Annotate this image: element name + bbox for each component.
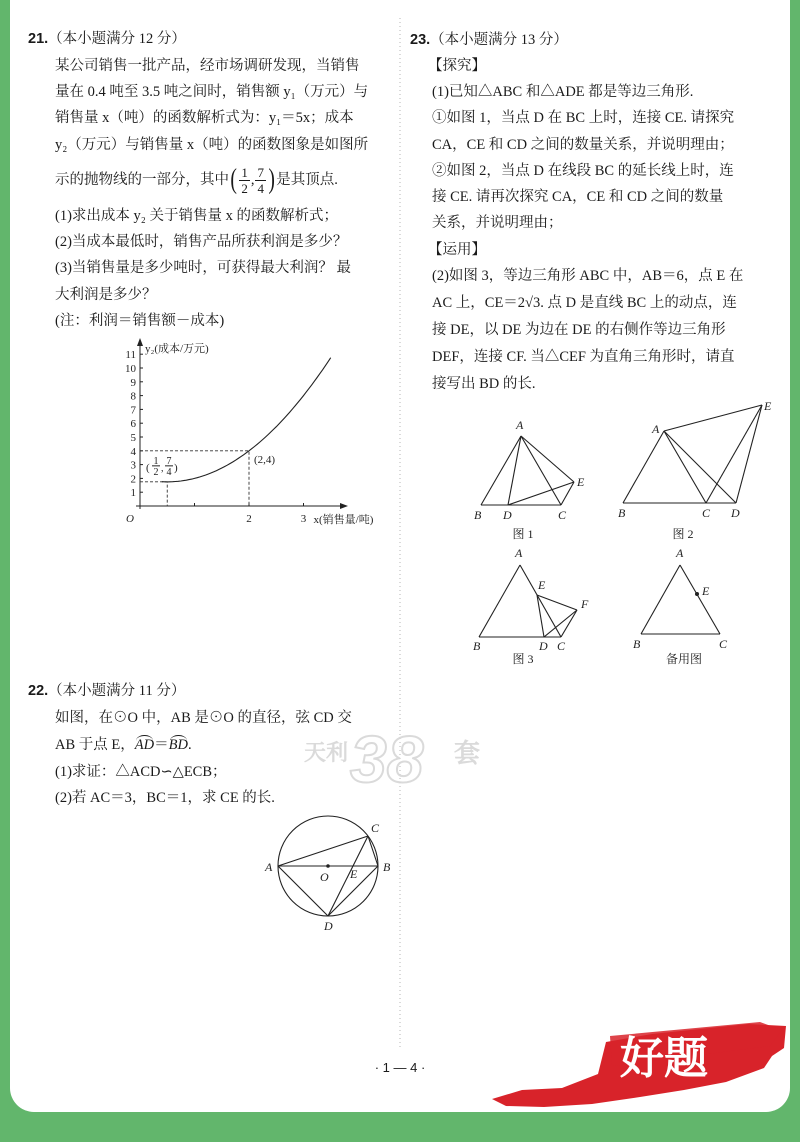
q23-figure-3 — [473, 546, 589, 666]
line2-after: . — [187, 737, 192, 753]
y-tick-label: 1 — [130, 487, 136, 500]
y-tick-label: 6 — [130, 418, 136, 431]
segment-ae — [521, 436, 574, 482]
x-axis-label: x(销售量/吨) — [313, 514, 374, 526]
q23-line: CA，CE 和 CD 之间的数量关系，并说明理由； — [432, 137, 734, 153]
q21-stem-line: 量在 0.4 吨至 3.5 吨之间时，销售额 y₁（万元）与 — [55, 84, 369, 100]
label-b: B — [473, 639, 481, 653]
label-a: A — [265, 860, 273, 874]
q21-vertex-line — [55, 162, 338, 198]
label-b: B — [633, 637, 641, 651]
watermark-prefix: 天利 — [304, 740, 349, 765]
segment-de — [736, 405, 762, 503]
q23-line: 接写出 BD 的长. — [432, 376, 536, 392]
label-b: B — [618, 506, 626, 520]
label-e: E — [350, 867, 358, 881]
q23-title: （本小题满分 13 分） — [430, 32, 568, 48]
label-d: D — [324, 919, 333, 933]
q21-question: (2)当成本最低时，销售产品所获利润是多少？ — [55, 234, 348, 250]
y-tick-label: 10 — [125, 363, 136, 375]
good-question-banner — [492, 1022, 786, 1107]
segment-df — [544, 610, 577, 637]
segment-ab — [623, 431, 664, 503]
cost-curve — [162, 358, 331, 482]
y-axis-arrow — [137, 338, 143, 346]
q22-circle-figure — [264, 816, 391, 933]
q23-line: AC 上，CE＝2√3. 点 D 是直线 BC 上的动点，连 — [432, 295, 737, 311]
point-e-dot — [695, 592, 699, 596]
numerator: 1 — [241, 164, 248, 180]
q23-section-explore: 【探究】 — [428, 58, 486, 74]
open-paren: ( — [230, 164, 237, 195]
q21-header — [28, 29, 186, 49]
vertex-label-close: ) — [174, 461, 178, 474]
q22-stem-line-arcs — [55, 735, 192, 755]
point-label: (2,4) — [254, 453, 276, 466]
label-c: C — [702, 506, 711, 520]
label-a: A — [515, 546, 523, 560]
q23-line: 接 DE，以 DE 为边在 DE 的右侧作等边三角形 — [432, 322, 726, 338]
watermark-number: 38 — [350, 722, 424, 796]
q22-question: (1)求证：△ACD∽△ECB； — [55, 764, 227, 780]
q23-line: 接 CE. 请再次探究 CA，CE 和 CD 之间的数量 — [432, 189, 724, 205]
chord-bc — [368, 836, 378, 866]
label-c: C — [557, 639, 566, 653]
y-axis-label: y₂(成本/万元) — [145, 343, 209, 355]
vertex-label-num1: 1 — [153, 455, 159, 467]
vertex-guide-lines — [140, 482, 167, 506]
y-tick-label: 5 — [130, 432, 136, 444]
vertex-label-open: ( — [146, 461, 150, 474]
vertex-label-den2: 4 — [166, 466, 172, 478]
chord-ac — [278, 836, 368, 866]
q23-section-apply: 【运用】 — [428, 242, 486, 258]
q22-question: (2)若 AC＝3，BC＝1，求 CE 的长. — [55, 790, 275, 806]
q21-question: (3)当销售量是多少吨时，可获得最大利润？ 最 — [55, 260, 352, 276]
numerator: 7 — [257, 164, 264, 180]
segment-ef — [537, 595, 577, 610]
segment-ce — [706, 405, 762, 503]
label-e: E — [702, 584, 710, 598]
q23-line: DEF，连接 CF. 当△CEF 为直角三角形时，请直 — [432, 349, 735, 365]
segment-cf — [561, 610, 577, 637]
page-number: · 1 — 4 · — [374, 1060, 426, 1075]
q23-line: (2)如图 3，等边三角形 ABC 中，AB＝6，点 E 在 — [432, 268, 744, 284]
q23-line: ①如图 1，当点 D 在 BC 上时，连接 CE. 请探究 — [432, 110, 735, 126]
close-paren: ) — [268, 164, 275, 195]
vertex-label-num2: 7 — [166, 455, 172, 467]
label-e: E — [764, 399, 772, 413]
label-b: B — [383, 860, 391, 874]
arc-ad: AD — [134, 737, 155, 753]
q23-line: (1)已知△ABC 和△ADE 都是等边三角形. — [432, 84, 694, 100]
label-c: C — [558, 508, 567, 522]
fraction-half — [239, 165, 250, 196]
denominator: 2 — [241, 180, 248, 196]
label-a: A — [676, 546, 684, 560]
segment-ac — [680, 565, 720, 634]
x-tick-label: 2 — [246, 513, 252, 525]
q21-stem-line: 销售量 x（吨）的函数解析式为：y₁＝5x；成本 — [55, 110, 354, 126]
q21-number: 21. — [28, 31, 49, 47]
y-tick-label: 2 — [130, 473, 136, 486]
segment-ab — [641, 565, 680, 634]
spare-figure-caption: 备用图 — [665, 652, 703, 666]
segment-ae — [664, 405, 762, 431]
denominator: 4 — [257, 180, 264, 196]
y-tick-label: 9 — [130, 376, 136, 389]
label-o: O — [320, 870, 329, 884]
comma: , — [250, 172, 255, 188]
q23-line: 关系，并说明理由； — [432, 215, 563, 231]
q21-stem-line: y₂（万元）与销售量 x（吨）的函数图象是如图所 — [55, 137, 369, 153]
label-a: A — [516, 418, 524, 432]
vertex-line-after: 是其顶点. — [276, 172, 338, 188]
chord-cd — [328, 836, 368, 916]
label-d: D — [731, 506, 740, 520]
banner-text: 好题 — [620, 1034, 708, 1083]
equals: ＝ — [154, 737, 169, 753]
vertex-label-comma: , — [161, 462, 164, 474]
q23-number: 23. — [410, 32, 431, 48]
q22-stem-line: 如图，在⊙O 中，AB 是⊙O 的直径，弦 CD 交 — [55, 710, 352, 726]
arc-bd: BD — [168, 737, 188, 753]
segment-ab — [479, 565, 520, 637]
origin-label: O — [126, 513, 134, 525]
vertex-label-den1: 2 — [153, 466, 159, 478]
q23-spare-figure — [633, 546, 728, 666]
q23-figure-1 — [474, 418, 585, 541]
figure-3-caption: 图 3 — [512, 652, 534, 666]
q22-header — [28, 681, 185, 701]
y-tick-label: 3 — [130, 459, 136, 472]
q22-number: 22. — [28, 683, 49, 699]
y-tick-label: 7 — [130, 404, 136, 417]
figure-2-caption: 图 2 — [672, 527, 694, 541]
segment-ac — [520, 565, 561, 637]
q22-title: （本小题满分 11 分） — [48, 683, 186, 699]
x-axis-arrow — [340, 503, 348, 509]
q21-cost-graph — [125, 338, 374, 526]
label-c: C — [371, 821, 380, 835]
y-tick-label: 8 — [130, 390, 136, 403]
center-dot — [326, 864, 330, 868]
watermark — [304, 722, 480, 796]
y-tick-label: 4 — [130, 445, 136, 458]
label-f: F — [581, 597, 589, 611]
q23-figure-2 — [618, 399, 772, 541]
label-e: E — [577, 475, 585, 489]
segment-de — [508, 482, 574, 505]
q21-note: (注：利润＝销售额－成本) — [55, 313, 225, 329]
label-c: C — [719, 637, 728, 651]
line2-before: AB 于点 E， — [55, 737, 135, 753]
q21-title: （本小题满分 12 分） — [48, 31, 186, 47]
y-tick-label: 11 — [125, 349, 136, 362]
label-e: E — [538, 578, 546, 592]
x-tick-label: 3 — [300, 513, 307, 525]
label-b: B — [474, 508, 482, 522]
fraction-seven-quarters — [255, 165, 266, 196]
q21-question: 大利润是多少？ — [55, 287, 157, 303]
label-d: D — [539, 639, 548, 653]
q21-stem-line: 某公司销售一批产品，经市场调研发现，当销售 — [55, 58, 360, 74]
watermark-suffix: 套 — [454, 738, 481, 768]
q23-line: ②如图 2，当点 D 在线段 BC 的延长线上时，连 — [432, 163, 734, 179]
label-a: A — [652, 422, 660, 436]
label-d: D — [503, 508, 512, 522]
figure-1-caption: 图 1 — [512, 527, 534, 541]
q21-question: (1)求出成本 y₂ 关于销售量 x 的函数解析式； — [55, 208, 338, 224]
vertex-line-before: 示的抛物线的一部分，其中 — [55, 172, 229, 188]
segment-ac — [521, 436, 561, 505]
q23-header — [410, 30, 568, 50]
